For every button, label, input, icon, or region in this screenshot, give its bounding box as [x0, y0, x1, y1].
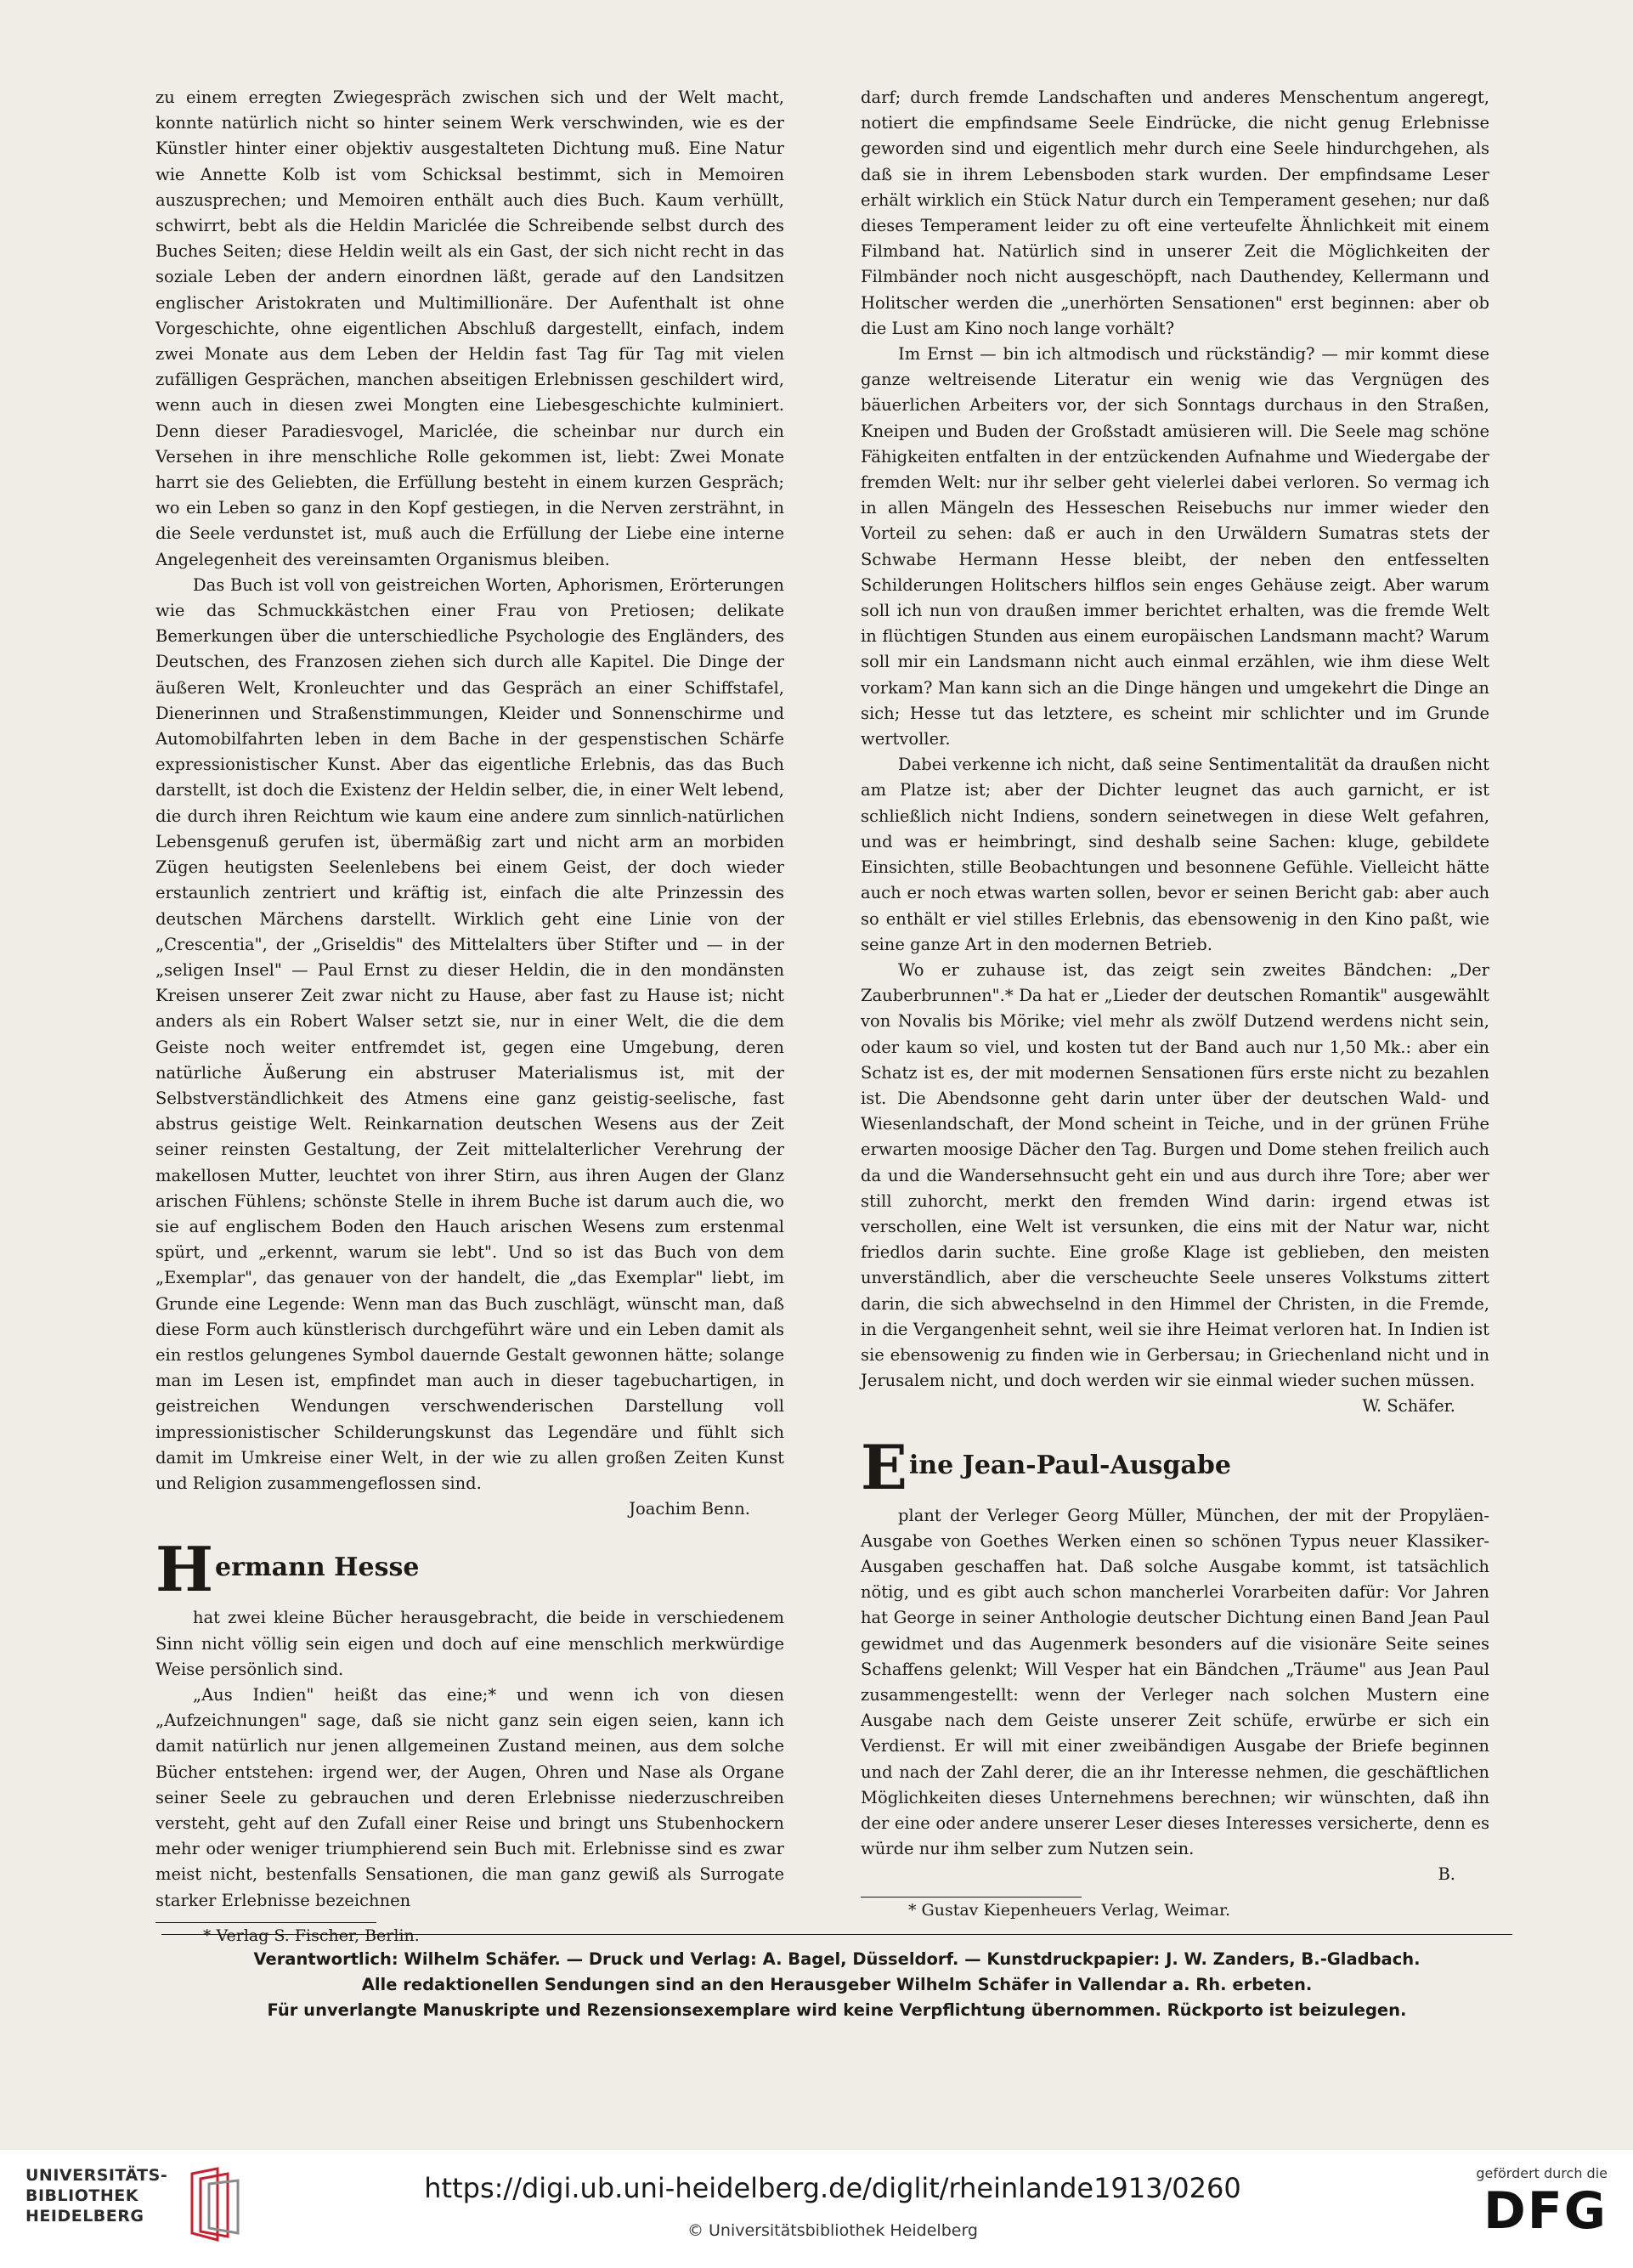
left-column: [155, 85, 784, 1948]
library-logo[interactable]: [25, 2165, 229, 2250]
viewer-footer: [0, 2150, 1633, 2268]
signature-row: [861, 1394, 1489, 1419]
imprint-line: Für unverlangte Manuskripte und Rezensionsexemplare wird keine Verpflichtung übernommen. Rückporto ist beizulegen.: [267, 2000, 1407, 2020]
copyright: © Universitätsbibliothek Heidelberg: [687, 2221, 978, 2240]
dfg-wordmark: DFG: [1483, 2181, 1608, 2241]
signature: Joachim Benn.: [629, 1499, 750, 1519]
footnote: * Gustav Kiepenheuers Verlag, Weimar.: [908, 1900, 1231, 1920]
heading-text: ine Jean-Paul-Ausgabe: [908, 1450, 1231, 1480]
paragraph: Das Buch ist voll von geistreichen Worten, Aphorismen, Erörterungen wie das Schmuckkästchen einer Frau von Pretiosen; delikate Bemerkungen über die unterschiedliche Psychologie des Engländers, des Deutschen, des Franzosen ziehen sich durch alle Kapitel. Die Dinge der äußeren Welt, Kronleuchter und das Gespräch an einer Schiffstafel, Dienerinnen und Straßenstimmungen, Kleider und Sonnenschirme und Automobilfahrten leben in dem Bache in der gespenstischen Schärfe expressionistischer Kunst. Aber das eigentliche Erlebnis, das das Buch darstellt, ist doch die Existenz der Heldin selber, die, in einer Welt lebend, die durch ihren Reichtum wie kaum eine andere zum sinnlich-natürlichen Lebensgenuß gerufen ist, übermäßig zart und nicht arm an morbiden Zügen heutigsten Seelenlebens bei einem Geist, der doch wieder erstaunlich zentriert und kräftig ist, einfach die alte Prinzessin des deutschen Märchens darstellt. Wirklich geht eine Linie von der „Crescentia", der „Griseldis" des Mittelalters über Stifter und — in der „seligen Insel" — Paul Ernst zu dieser Heldin, die in den mondänsten Kreisen unserer Zeit zwar nicht zu Hause, aber fast zu Hause ist; nicht anders als ein Robert Walser setzt sie, nur in einer Welt, die die dem Geiste noch weiter entfremdet ist, gegen eine Umgebung, deren natürliche Äußerung ein abstruser Materialismus ist, mit der Selbstverständlichkeit des Atmens eine ganz geistig-seelische, fast abstrus geistige Welt. Reinkarnation deutschen Wesens aus der Zeit seiner reinsten Gestaltung, der Zeit mittelalterlicher Verehrung der makellosen Mutter, leuchtet von ihrer Stirn, aus ihren Augen der Glanz arischen Fühlens; schönste Stelle in ihrem Buche ist darum auch die, wo sie auf englischem Boden den Hauch arischen Wesens zum erstenmal spürt, und „erkennt, warum sie lebt". Und so ist das Buch von dem „Exemplar", das genauer von der handelt, die „das Exemplar" liebt, im Grunde eine Legende: Wenn man das Buch zuschlägt, wünscht man, daß diese Form auch künstlerisch durchgeführt wäre und ein Leben damit als ein restlos gelungenes Symbol dauernde Gestalt gewonnen hätte; solange man im Lesen ist, empfindet man auch in dieser tagebuchartigen, in geistreichen Wendungen verschwenderischen Darstellung voll impressionistischer Schilderungskunst das Legendäre und fühlt sich damit im Umkreise einer Welt, in der wie zu allen großen Zeiten Kunst und Religion zusammengeflossen sind.: [155, 574, 784, 1493]
signature-row: [155, 1496, 784, 1522]
heading-text: ermann Hesse: [215, 1553, 420, 1583]
signature: W. Schäfer.: [1362, 1396, 1455, 1417]
imprint-line: Verantwortlich: Wilhelm Schäfer. — Druck und Verlag: A. Bagel, Düsseldorf. — Kunstdruckpapier: J. W. Zanders, B.-Gladbach.: [253, 1949, 1421, 1969]
dfg-logo[interactable]: [1455, 2165, 1608, 2250]
funded-by-label: gefördert durch die: [1476, 2165, 1608, 2181]
paragraph: „Aus Indien" heißt das eine;* und wenn ich von diesen „Aufzeichnungen" sage, daß sie nicht ganz sein eigen seien, kann ich damit natürlich nur jenen allgemeinen Zustand meinen, aus dem solche Bücher entstehen: irgend wer, der Augen, Ohren und Nase als Organe seiner Seele zu gebrauchen und deren Erlebnisse niederzuschreiben versteht, geht auf den Zufall einer Reise und bringt uns Stubenhockern mehr oder weniger triumphierend sein Buch mit. Erlebnisse sind es zwar meist nicht, bestenfalls Sensationen, die man ganz gewiß als Surrogate starker Erlebnisse bezeichnen: [155, 1684, 784, 1910]
document-url[interactable]: https://digi.ub.uni-heidelberg.de/diglit/rheinlande1913/0260: [424, 2172, 1241, 2204]
signature-row: [861, 1862, 1489, 1887]
imprint-line: Alle redaktionellen Sendungen sind an den Herausgeber Wilhelm Schäfer in Vallendar a. Rh. erbeten.: [361, 1975, 1313, 1994]
paragraph: Im Ernst — bin ich altmodisch und rückständig? — mir kommt diese ganze weltreisende Literatur ein wenig wie das Vergnügen des bäuerlichen Arbeiters vor, der sich Sonntags durchaus in den Straßen, Kneipen und Buden der Großstadt amüsieren will. Die Seele mag schöne Fähigkeiten entfalten in der entzückenden Aufnahme und Wiedergabe der fremden Welt: nur ihr selber geht vielerlei dabei verloren. So vermag ich in allen Mängeln des Hesseschen Reisebuchs nur immer wieder den Vorteil zu sehen: daß er auch in den Urwäldern Sumatras stets der Schwabe Hermann Hesse bleibt, der neben den entfesselten Schilderungen Holitschers hilflos sein enges Gehäuse zeigt. Aber warum soll ich nun von draußen immer berichtet erhalten, was die fremde Welt in flüchtigen Stunden aus einem europäischen Landsmann macht? Warum soll mir ein Landsmann nicht auch einmal erzählen, wie ihm diese Welt vorkam? Man kann sich an die Dinge hängen und umgekehrt die Dinge an sich; Hesse tut das letztere, es scheint mir schlichter und im Grunde wertvoller.: [861, 344, 1489, 749]
paragraph: Wo er zuhause ist, das zeigt sein zweites Bändchen: „Der Zauberbrunnen".* Da hat er „Lieder der deutschen Romantik" ausgewählt von Novalis bis Mörike; viel mehr als zwölf Dutzend werdens nicht sein, oder kaum so viel, und kosten tut der Band auch nur 1,50 Mk.: aber ein Schatz ist es, der mit modernen Sensationen fürs erste nicht zu bezahlen ist. Die Abendsonne geht darin unter über der deutschen Wald- und Wiesenlandschaft, der Mond scheint in Teiche, und in der grünen Frühe erwarten moosige Dächer den Tag. Burgen und Dome stehen freilich auch da und die Wandersehnsucht geht ein und aus durch ihre Tore; aber wer still zuhorcht, merkt den fremden Wind darin: irgend etwas ist verschollen, eine Welt ist versunken, die eins mit der Natur war, nicht friedlos darin suchte. Eine große Klage ist geblieben, den meisten unverständlich, aber die verscheuchte Seele unseres Volkstums zittert darin, die sich abwechselnd in den Himmel der Christen, in die Fremde, in die Vergangenheit sehnt, weil sie ihre Heimat verloren hat. In Indien ist sie ebensowenig zu finden wie in Gerbersau; in Griechenland nicht und in Jerusalem nicht, und doch werden wir sie einmal wieder suchen müssen.: [861, 959, 1489, 1391]
right-column: [861, 85, 1489, 1923]
footnote: * Verlag S. Fischer, Berlin.: [203, 1926, 420, 1945]
paragraph: darf; durch fremde Landschaften und anderes Menschentum angeregt, notiert die empfindsame Seele Eindrücke, die nicht genug Erlebnisse geworden sind und eigentlich mehr durch eine Seele hindurchgehen, als daß sie in ihrem Lebensboden stark wurden. Der empfindsame Leser erhält wirklich ein Stück Natur durch ein Temperament gesehen; nur daß dieses Temperament leider zu oft eine verteufelte Ähnlichkeit mit einem Filmband hat. Natürlich sind in unserer Zeit die Möglichkeiten der Filmbänder noch nicht ausgeschöpft, nach Dauthendey, Kellermann und Holitscher werden die „unerhörten Sensationen" erst beginnen: aber ob die Lust am Kino noch lange vorhält?: [861, 88, 1489, 338]
section-heading-hesse: [155, 1533, 784, 1606]
drop-cap: H: [155, 1533, 214, 1606]
paragraph: Dabei verkenne ich nicht, daß seine Sentimentalität da draußen nicht am Platze ist; aber der Dichter leugnet das auch garnicht, er ist schließlich nicht Indiens, sondern seinetwegen in diese Welt gefahren, und was er heimbringt, sind deshalb seine Sachen: kluge, gebildete Einsichten, stille Beobachtungen und besonnene Gefühle. Vielleicht hätte auch er noch etwas warten sollen, bevor er seinen Bericht gab: aber auch so enthält er viel stilles Erlebnis, das ebensowenig in den Kino paßt, wie seine ganze Art in den modernen Betrieb.: [861, 755, 1489, 954]
imprint-divider: [161, 1934, 1512, 1935]
library-emblem-icon: [184, 2165, 243, 2243]
drop-cap: E: [861, 1430, 907, 1503]
section-heading-jean-paul: [861, 1430, 1489, 1503]
signature: B.: [1438, 1864, 1455, 1885]
paragraph: zu einem erregten Zwiegespräch zwischen sich und der Welt macht, konnte natürlich nicht so hinter seinem Werk verschwinden, wie es der Künstler hinter einer objektiv ausgestalteten Dichtung muß. Eine Natur wie Annette Kolb ist vom Schicksal bestimmt, sich in Memoiren auszusprechen; und Memoiren enthält auch dies Buch. Kaum verhüllt, schwirrt, bebt als die Heldin Mariclée die Schreibende selbst durch des Buches Seiten; diese Heldin weilt als ein Gast, der sich nicht recht in das soziale Leben der andern einordnen läßt, gerade auf den Landsitzen englischer Aristokraten und Multimillionäre. Der Aufenthalt ist ohne Vorgeschichte, ohne eigentlichen Abschluß dargestellt, einfach, indem zwei Monate aus dem Leben der Heldin fast Tag für Tag mit vielen zufälligen Gesprächen, manchen abseitigen Erlebnissen geschildert wird, wenn auch in diesen zwei Mongten eine Liebesgeschichte kulminiert. Denn dieser Paradiesvogel, Mariclée, die scheinbar nur durch ein Versehen in ihre menschliche Rolle gekommen ist, liebt: Zwei Monate harrt sie des Geliebten, die Erfüllung besteht in einem kurzen Gespräch; wo ein Leben so ganz in den Kopf gestiegen, in die Nerven zersträhnt, in die Seele verdunstet ist, muß auch die Erfüllung der Liebe eine interne Angelegenheit des vereinsamten Organismus bleiben.: [155, 88, 784, 569]
imprint: [161, 1934, 1512, 2023]
library-name: UNIVERSITÄTS- BIBLIOTHEK HEIDELBERG: [25, 2166, 168, 2226]
paragraph: hat zwei kleine Bücher herausgebracht, die beide in verschiedenem Sinn nicht völlig sein eigen und doch auf eine menschlich merkwürdige Weise persönlich sind.: [155, 1608, 784, 1679]
paragraph: plant der Verleger Georg Müller, München, der mit der Propyläen-Ausgabe von Goethes Werken einen so schönen Typus neuer Klassiker-Ausgaben geschaffen hat. Daß solche Ausgabe kommt, ist tatsächlich nötig, und es gibt auch schon mancherlei Vorarbeiten dafür: Vor Jahren hat George in seiner Anthologie deutscher Dichtung einen Band Jean Paul gewidmet und das Augenmerk besonders auf die visionäre Seite seines Schaffens gelenkt; Will Vesper hat ein Bändchen „Träume" aus Jean Paul zusammengestellt: wenn der Verleger nach solchen Mustern eine Ausgabe nach dem Geiste unserer Zeit schüfe, erwürbe er sich ein Verdienst. Er will mit einer zweibändigen Ausgabe der Briefe beginnen und nach der Zahl derer, die an ihr Interesse nehmen, die geschäftlichen Möglichkeiten dieses Unternehmens berechnen; wir wünschten, daß ihn der eine oder andere unserer Leser dieses Interesses versicherte, denn es würde nur ihm selber zum Nutzen sein.: [861, 1505, 1489, 1859]
